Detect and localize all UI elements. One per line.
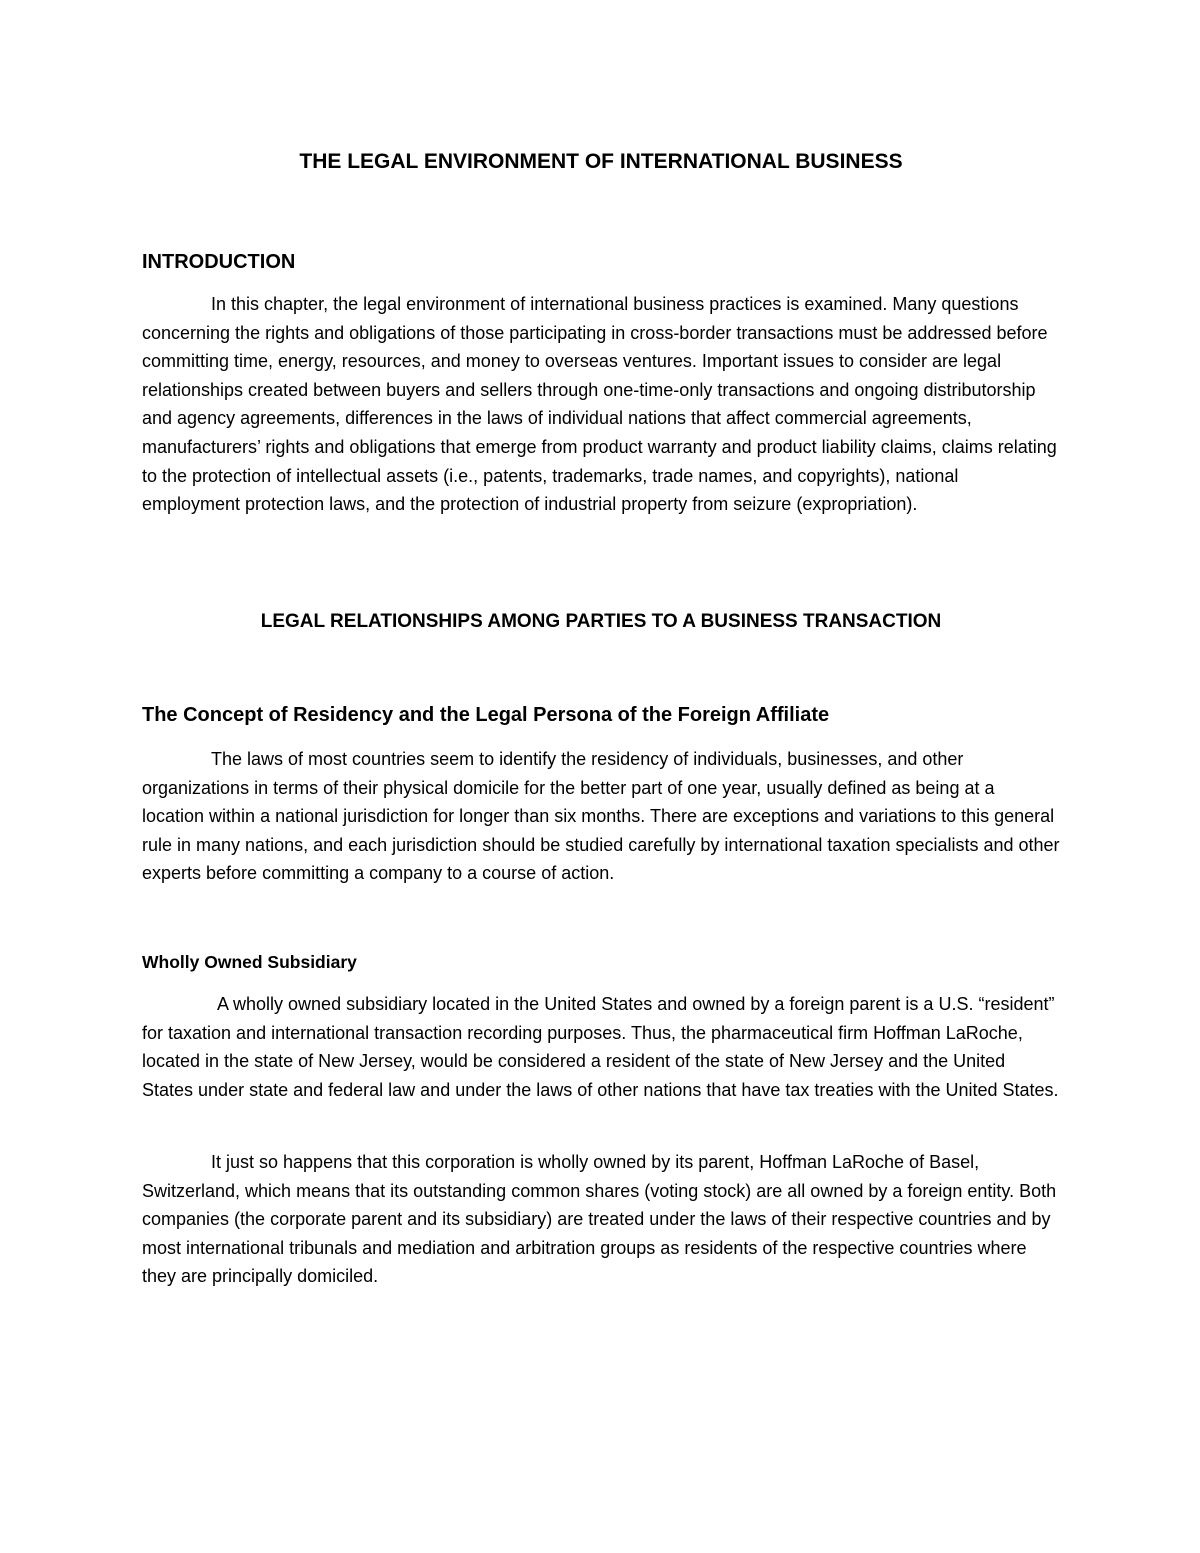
section-heading: LEGAL RELATIONSHIPS AMONG PARTIES TO A BUSINESS TRANSACTION (260, 611, 942, 632)
introduction-paragraph-text: In this chapter, the legal environment of international business practices is examined. Many questions concerning the rights and obligations of those participating in cross-border transactions must be addressed before committing time, energy, resources, and money to overseas ventures. Important issues to consider are legal relationships created between buyers and sellers through one-time-only transactions and ongoing distributorship and agency agreements, differences in the laws of individual nations that affect commercial agreements, manufacturers’ rights and obligations that emerge from product warranty and product liability claims, claims relating to the protection of intellectual assets (i.e., patents, trademarks, trade names, and copyrights), national employment protection laws, and the protection of industrial property from seizure (expropriation). (142, 294, 1057, 515)
residency-paragraph-text: The laws of most countries seem to identify the residency of individuals, businesses, and other organizations in terms of their physical domicile for the better part of one year, usually defined as being at a location within a national jurisdiction for longer than six months. There are exceptions and variations to this general rule in many nations, and each jurisdiction should be studied carefully by international taxation specialists and other experts before committing a company to a course of action. (142, 749, 1060, 884)
wholly-owned-paragraph-2-text: It just so happens that this corporation is wholly owned by its parent, Hoffman LaRoche of Basel, Switzerland, which means that its outstanding common shares (voting stock) are all owned by a foreign entity. Both companies (the corporate parent and its subsidiary) are treated under the laws of their respective countries and by most international tribunals and mediation and arbitration groups as residents of the respective countries where they are principally domiciled. (142, 1152, 1057, 1287)
wholly-owned-paragraph-1 (142, 990, 1060, 1104)
wholly-owned-paragraph-1-text: A wholly owned subsidiary located in the United States and owned by a foreign parent is a U.S. “resident” for taxation and international transaction recording purposes. Thus, the pharmaceutical firm Hoffman LaRoche, located in the state of New Jersey, would be considered a resident of the state of New Jersey and the United States under state and federal law and under the laws of other nations that have tax treaties with the United States. (142, 994, 1059, 1100)
wholly-owned-paragraph-2 (142, 1148, 1060, 1291)
wholly-owned-heading: Wholly Owned Subsidiary (142, 952, 357, 972)
document-title: THE LEGAL ENVIRONMENT OF INTERNATIONAL BUSINESS (299, 150, 903, 173)
residency-paragraph (142, 745, 1060, 888)
introduction-heading: INTRODUCTION (142, 251, 296, 273)
residency-subheading: The Concept of Residency and the Legal Persona of the Foreign Affiliate (142, 704, 830, 726)
introduction-paragraph (142, 290, 1060, 519)
